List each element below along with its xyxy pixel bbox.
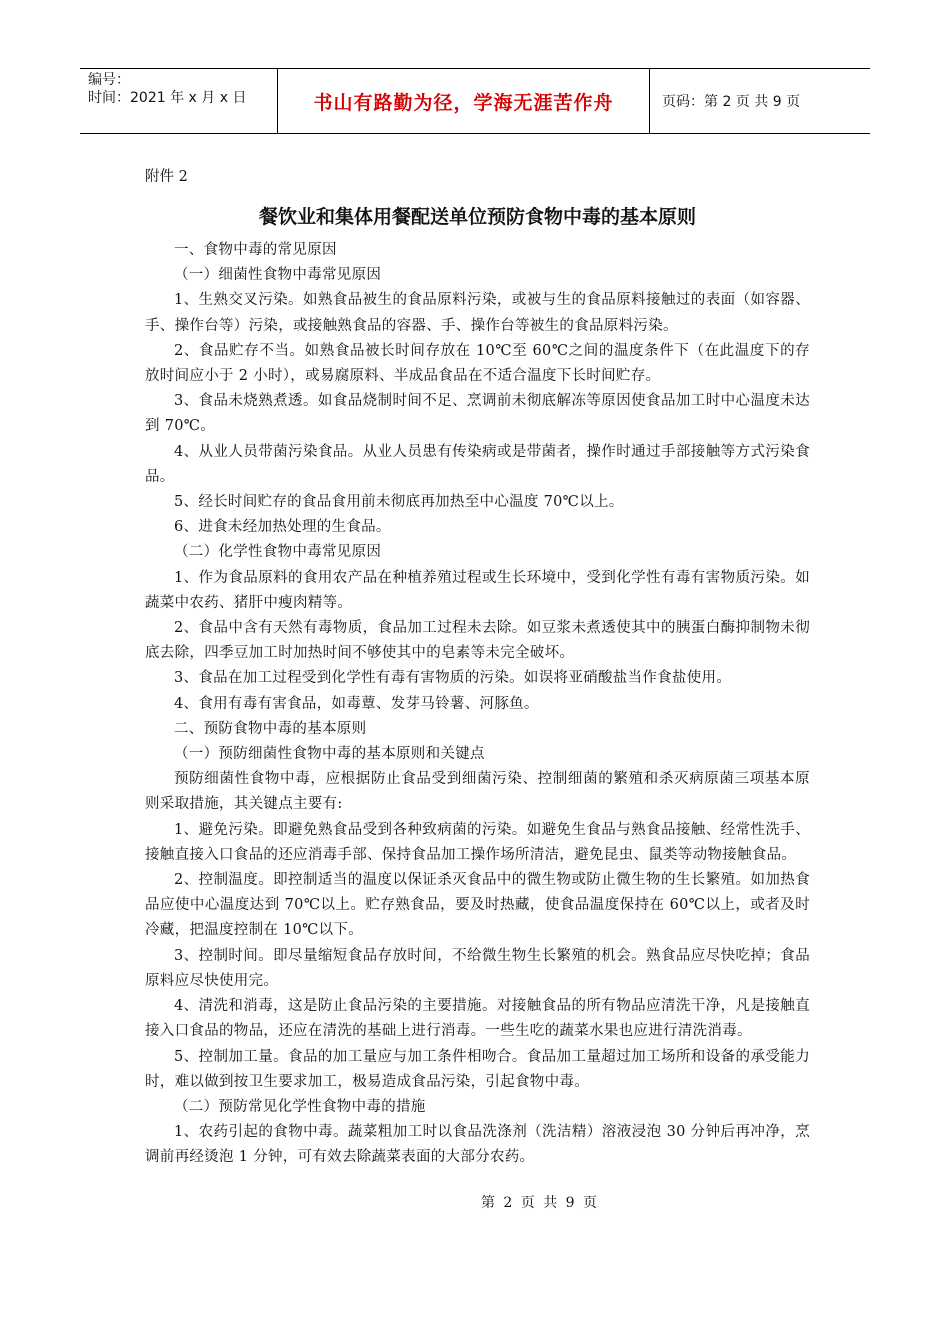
document-title: 餐饮业和集体用餐配送单位预防食物中毒的基本原则: [258, 206, 696, 228]
paragraph: 4、从业人员带菌污染食品。从业人员患有传染病或是带菌者，操作时通过手部接触等方式污染食品。: [145, 443, 810, 485]
number-label: 编号：: [88, 72, 130, 88]
paragraph: 预防细菌性食物中毒，应根据防止食品受到细菌污染、控制细菌的繁殖和杀灭病原菌三项基本原则采取措施，其关键点主要有:: [145, 771, 810, 813]
paragraph: 3、食品在加工过程受到化学性有毒有害物质的污染。如误将亚硝酸盐当作食盐使用。: [174, 670, 732, 687]
paragraph: （一）预防细菌性食物中毒的基本原则和关键点: [174, 746, 485, 763]
paragraph: （二）预防常见化学性食物中毒的措施: [174, 1098, 426, 1115]
document-body: [145, 166, 810, 1171]
paragraph: 5、控制加工量。食品的加工量应与加工条件相吻合。食品加工量超过加工场所和设备的承受能力时，难以做到按卫生要求加工，极易造成食品污染，引起食物中毒。: [145, 1048, 810, 1090]
paragraph: 2、食品贮存不当。如熟食品被长时间存放在 10℃至 60℃之间的温度条件下（在此温度下的存放时间应小于 2 小时），或易腐原料、半成品食品在不适合温度下长时间贮存。: [145, 342, 810, 385]
date-label: 时间：2021 年 x 月 x 日: [88, 90, 247, 106]
paragraph: 二、预防食物中毒的基本原则: [174, 720, 367, 737]
paragraph: 4、食用有毒有害食品，如毒蕈、发芽马铃薯、河豚鱼。: [174, 695, 539, 712]
paragraph: 2、食品中含有天然有毒物质，食品加工过程未去除。如豆浆未煮透使其中的胰蛋白酶抑制物未彻底去除，四季豆加工时加热时间不够使其中的皂素等未完全破坏。: [145, 620, 810, 662]
paragraph: 3、食品未烧熟煮透。如食品烧制时间不足、烹调前未彻底解冻等原因使食品加工时中心温度未达到 70℃。: [145, 393, 810, 435]
header-page-info: 页码：第 2 页 共 9 页: [662, 94, 801, 110]
paragraph-list: [145, 238, 810, 1171]
paragraph: （二）化学性食物中毒常见原因: [174, 544, 382, 561]
paragraph: 1、生熟交叉污染。如熟食品被生的食品原料污染，或被与生的食品原料接触过的表面（如容器、手、操作台等）污染，或接触熟食品的容器、手、操作台等被生的食品原料污染。: [145, 292, 810, 334]
paragraph: （一）细菌性食物中毒常见原因: [174, 267, 382, 284]
paragraph: 5、经长时间贮存的食品食用前未彻底再加热至中心温度 70℃以上。: [174, 494, 624, 511]
annex-label: 附件 2: [145, 169, 188, 185]
paragraph: 1、避免污染。即避免熟食品受到各种致病菌的污染。如避免生食品与熟食品接触、经常性洗手、接触直接入口食品的还应消毒手部、保持食品加工操作场所清洁，避免昆虫、鼠类等动物接触食品。: [145, 821, 810, 863]
paragraph: 4、清洗和消毒，这是防止食品污染的主要措施。对接触食品的所有物品应清洗干净，凡是接触直接入口食品的物品，还应在清洗的基础上进行消毒。一些生吃的蔬菜水果也应进行清洗消毒。: [145, 998, 810, 1040]
paragraph: 2、控制温度。即控制适当的温度以保证杀灭食品中的微生物或防止微生物的生长繁殖。如加热食品应使中心温度达到 70℃以上。贮存熟食品，要及时热藏，使食品温度保持在 60℃以上，或者及时冷藏，把温度控制在 10℃以下。: [145, 872, 810, 939]
header-meta: [80, 69, 278, 133]
page-header: [80, 68, 870, 134]
header-motto: 书山有路勤为径，学海无涯苦作舟: [278, 69, 650, 133]
paragraph: 一、食物中毒的常见原因: [174, 242, 337, 258]
page-footer: 第 2 页 共 9 页: [480, 1195, 600, 1211]
paragraph: 3、控制时间。即尽量缩短食品存放时间，不给微生物生长繁殖的机会。熟食品应尽快吃掉；食品原料应尽快使用完。: [145, 947, 810, 989]
paragraph: 1、农药引起的食物中毒。蔬菜粗加工时以食品洗涤剂（洗洁精）溶液浸泡 30 分钟后再冲净，烹调前再经烫泡 1 分钟，可有效去除蔬菜表面的大部分农药。: [145, 1124, 810, 1166]
paragraph: 6、进食未经加热处理的生食品。: [174, 519, 391, 536]
paragraph: 1、作为食品原料的食用农产品在种植养殖过程或生长环境中，受到化学性有毒有害物质污染。如蔬菜中农药、猪肝中瘦肉精等。: [145, 569, 810, 611]
